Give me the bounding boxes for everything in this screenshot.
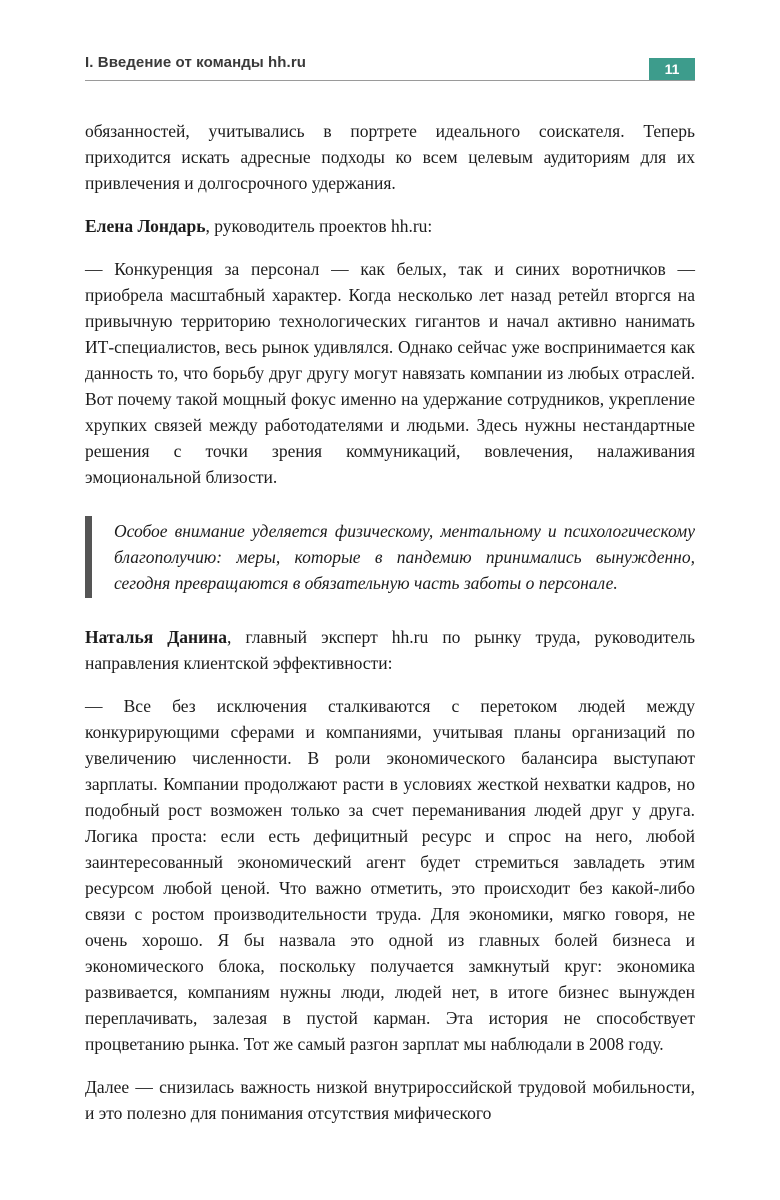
speaker-line-elena [85,213,695,239]
page-header [85,54,695,81]
chapter-title: I. Введение от команды hh.ru [85,54,307,71]
speaker-line-natalia [85,624,695,676]
page-number-badge: 11 [649,58,695,80]
page-content [85,118,695,1126]
speaker-name-elena: Елена Лондарь [85,216,206,236]
speaker-name-natalia: Наталья Данина [85,627,228,647]
speaker-role-elena: , руководитель проектов hh.ru: [205,216,433,236]
paragraph-natalia-statement: — Все без исключения сталкиваются с перетоком людей между конкурирующими сферами и компаниями, учитывая планы организаций по увеличению численности. В роли экономического балансира выступают зарплаты. Компании продолжают расти в условиях жесткой нехватки кадров, но подобный рост возможен только за счет переманивания людей друг у друга. Логика проста: если есть дефицитный ресурс и спрос на него, любой заинтересованный экономический агент будет стремиться завладеть этим ресурсом любой ценой. Что важно отметить, это происходит без какой-либо связи с ростом производительности труда. Для экономики, мягко говоря, не очень хорошо. Я бы назвала это одной из главных болей бизнеса и экономического блока, поскольку получается замкнутый круг: экономика развивается, компаниям нужны люди, людей нет, в итоге бизнес вынужден переплачивать, залезая в пустой карман. Эта история не способствует процветанию рынка. Тот же самый разгон зарплат мы наблюдали в 2008 году. [85,696,695,1054]
pull-quote-text: Особое внимание уделяется физическому, ментальному и психологическому благополучию: меры, которые в пандемию принимались вынужденно, сегодня превращаются в обязательную часть заботы о персонале. [114,521,695,593]
paragraph-intro: обязанностей, учитывались в портрете идеального соискателя. Теперь приходится искать адресные подходы ко всем целевым аудиториям для их привлечения и долгосрочного удержания. [85,121,695,193]
speaker-role-natalia: , главный эксперт hh.ru по рынку труда, руководитель направления клиентской эффективности: [85,627,696,673]
paragraph-final: Далее — снизилась важность низкой внутрироссийской трудовой мобильности, и это полезно для понимания отсутствия мифического [85,1077,695,1123]
pull-quote [85,516,695,598]
paragraph-elena-statement: — Конкуренция за персонал — как белых, так и синих воротничков — приобрела масштабный характер. Когда несколько лет назад ретейл вторгся на привычную территорию технологических гигантов и начал активно нанимать ИТ-специалистов, весь рынок удивлялся. Однако сейчас уже воспринимается как данность то, что борьбу друг другу могут навязать компании из любых отраслей. Вот почему такой мощный фокус именно на удержание сотрудников, укрепление хрупких связей между работодателями и людьми. Здесь нужны нестандартные решения с точки зрения коммуникаций, вовлечения, налаживания эмоциональной близости. [85,259,695,487]
